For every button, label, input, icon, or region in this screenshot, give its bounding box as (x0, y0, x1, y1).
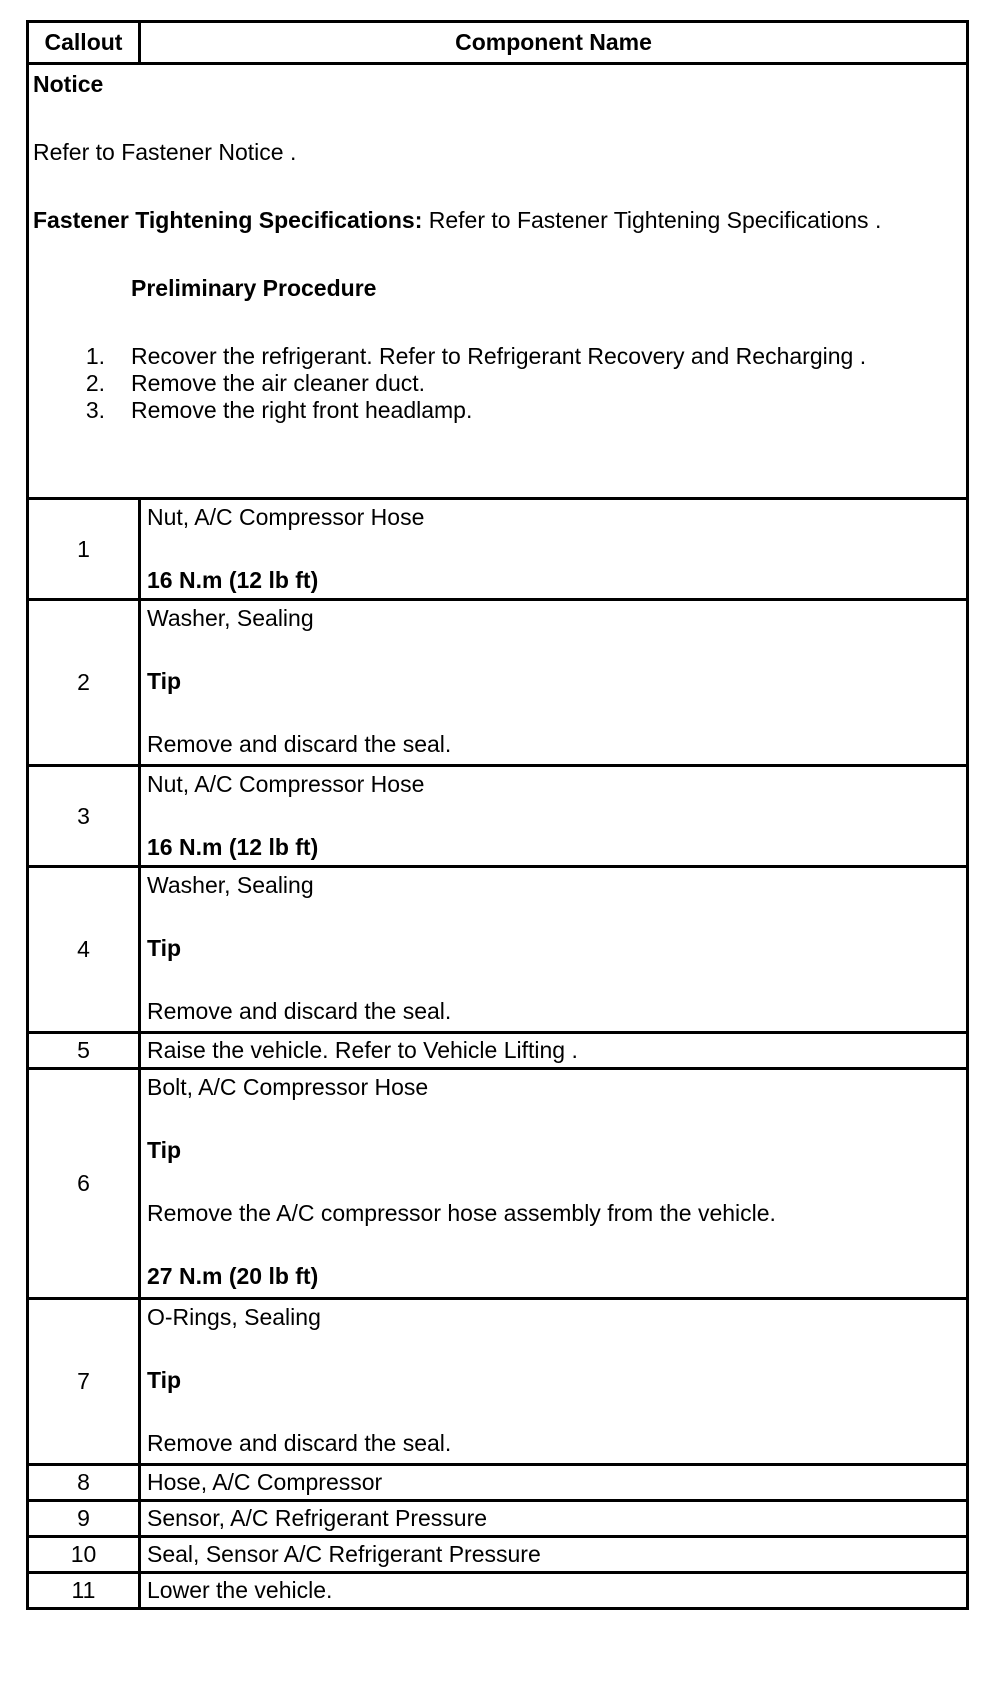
component-name: Raise the vehicle. Refer to Vehicle Lifting . (140, 1033, 968, 1069)
callout-cell: 3 (28, 766, 140, 867)
callout-cell: 6 (28, 1069, 140, 1299)
component-table (26, 20, 969, 1610)
table-row (28, 766, 968, 867)
table-row (28, 1033, 968, 1069)
notice-title: Notice (33, 71, 104, 97)
component-cell (140, 600, 968, 766)
table-row (28, 1299, 968, 1465)
procedure-step (33, 397, 960, 424)
callout-cell: 2 (28, 600, 140, 766)
step-number: 3. (85, 397, 105, 423)
table-row (28, 1573, 968, 1609)
component-cell (140, 766, 968, 867)
table-row (28, 1501, 968, 1537)
component-cell (140, 1069, 968, 1299)
tip-label: Tip (147, 1137, 182, 1163)
component-name: O-Rings, Sealing (147, 1304, 321, 1330)
tip-text: Remove and discard the seal. (147, 1430, 452, 1456)
callout-cell: 7 (28, 1299, 140, 1465)
step-number: 1. (85, 343, 105, 369)
callout-cell: 1 (28, 499, 140, 600)
step-text: Recover the refrigerant. Refer to Refrigerant Recovery and Recharging . (131, 343, 867, 369)
header-row (28, 22, 968, 64)
callout-cell: 5 (28, 1033, 140, 1069)
table-row (28, 867, 968, 1033)
notice-row (28, 64, 968, 499)
component-name: Hose, A/C Compressor (140, 1465, 968, 1501)
preliminary-procedure-title: Preliminary Procedure (131, 275, 377, 301)
notice-refer-text: Refer to Fastener Notice . (33, 139, 297, 165)
table-row (28, 600, 968, 766)
tip-label: Tip (147, 1367, 182, 1393)
fastener-spec-label: Fastener Tightening Specifications: (33, 207, 423, 233)
tip-text: Remove and discard the seal. (147, 731, 452, 757)
fastener-spec-text: Refer to Fastener Tightening Specifications . (422, 207, 882, 233)
fastener-spec-line (33, 207, 960, 234)
procedure-step (33, 370, 960, 397)
component-name: Seal, Sensor A/C Refrigerant Pressure (140, 1537, 968, 1573)
step-text: Remove the right front headlamp. (131, 397, 473, 423)
callout-cell: 8 (28, 1465, 140, 1501)
step-text: Remove the air cleaner duct. (131, 370, 426, 396)
table-row (28, 1465, 968, 1501)
callout-cell: 10 (28, 1537, 140, 1573)
component-name: Lower the vehicle. (140, 1573, 968, 1609)
component-name: Washer, Sealing (147, 872, 314, 898)
component-cell (140, 1299, 968, 1465)
table-row (28, 1537, 968, 1573)
table-row (28, 499, 968, 600)
callout-cell: 11 (28, 1573, 140, 1609)
torque-spec: 16 N.m (12 lb ft) (147, 834, 319, 860)
torque-spec: 27 N.m (20 lb ft) (147, 1263, 319, 1289)
notice-cell (28, 64, 968, 499)
component-cell (140, 499, 968, 600)
table-row (28, 1069, 968, 1299)
tip-label: Tip (147, 935, 182, 961)
procedure-step (33, 343, 960, 370)
tip-text: Remove and discard the seal. (147, 998, 452, 1024)
component-name: Nut, A/C Compressor Hose (147, 504, 425, 530)
component-name: Sensor, A/C Refrigerant Pressure (140, 1501, 968, 1537)
component-name: Nut, A/C Compressor Hose (147, 771, 425, 797)
torque-spec: 16 N.m (12 lb ft) (147, 567, 319, 593)
step-number: 2. (85, 370, 105, 396)
component-name: Bolt, A/C Compressor Hose (147, 1074, 429, 1100)
tip-label: Tip (147, 668, 182, 694)
component-name-header: Component Name (140, 22, 968, 64)
callout-header: Callout (28, 22, 140, 64)
callout-cell: 4 (28, 867, 140, 1033)
callout-cell: 9 (28, 1501, 140, 1537)
tip-text: Remove the A/C compressor hose assembly from the vehicle. (147, 1200, 776, 1226)
component-cell (140, 867, 968, 1033)
component-name: Washer, Sealing (147, 605, 314, 631)
